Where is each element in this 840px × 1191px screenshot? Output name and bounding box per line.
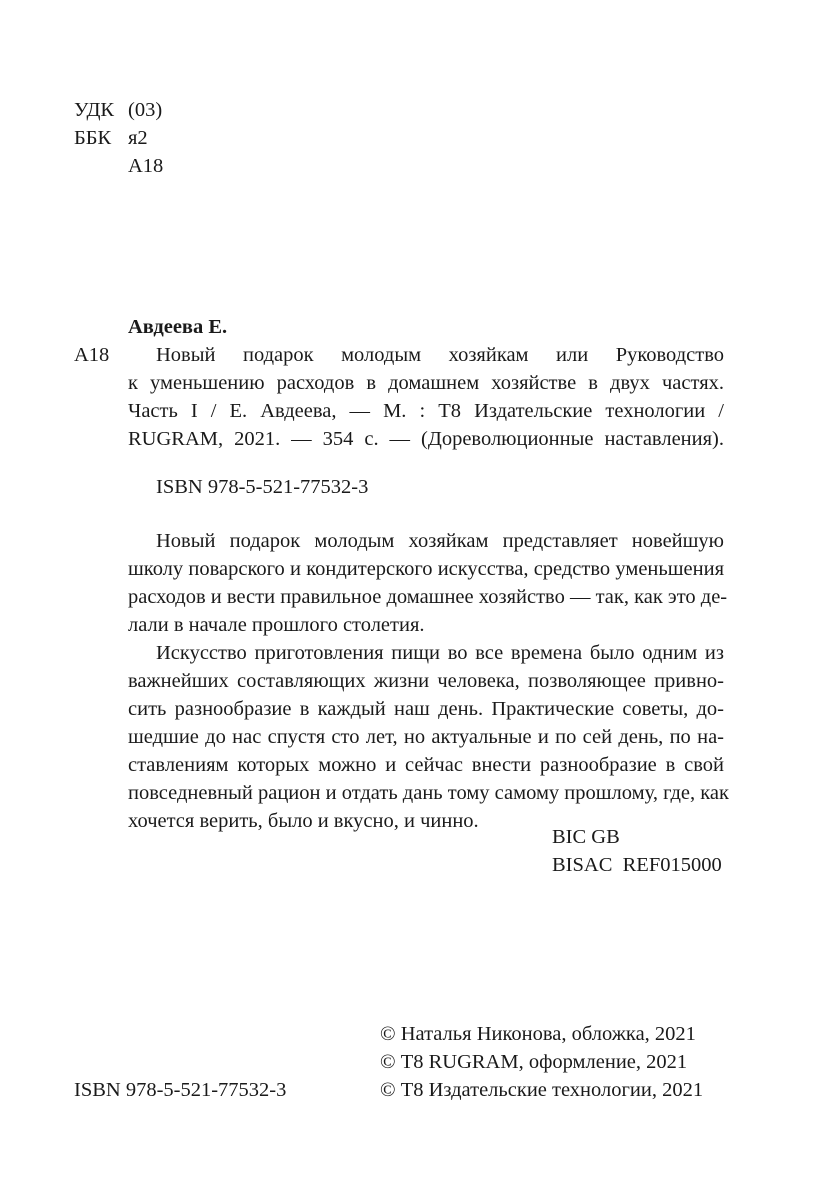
bbk-label: ББК — [74, 127, 112, 149]
classification-block — [74, 96, 163, 180]
copyright-line: © Наталья Никонова, обложка, 2021 — [380, 1023, 696, 1045]
bisac-code: BISAC REF015000 — [552, 854, 722, 876]
subject-codes — [552, 823, 722, 879]
catalog-description — [128, 341, 724, 453]
author-mark: А18 — [128, 155, 164, 177]
catalog-line: Новый подарок молодым хозяйкам или Руководство — [156, 344, 724, 366]
catalog-mark: А18 — [74, 344, 110, 366]
annotation-line: шедшие до нас спустя сто лет, но актуальные и по сей день, по на- — [128, 726, 724, 748]
annotation-line: школу поварского и кондитерского искусства, средство уменьшения — [128, 558, 724, 580]
annotation-line: хочется верить, было и вкусно, и чинно. — [128, 810, 479, 832]
udk-label: УДК — [74, 99, 115, 121]
annotation-paragraph — [128, 527, 728, 639]
copyright-block — [380, 1020, 703, 1104]
footer-isbn: ISBN 978-5-521-77532-3 — [74, 1079, 287, 1101]
annotation-line: лали в начале прошлого столетия. — [128, 614, 425, 636]
annotation-line: Искусство приготовления пищи во все времена было одним из — [156, 642, 724, 664]
annotation-line: повседневный рацион и отдать дань тому самому прошлому, где, как — [128, 782, 729, 804]
udk-value: (03) — [128, 99, 163, 121]
copyright-line: © Т8 Издательские технологии, 2021 — [380, 1079, 704, 1101]
bbk-value: я2 — [128, 127, 148, 149]
catalog-line: Часть I / Е. Авдеева, — М. : Т8 Издательские технологии / — [128, 400, 724, 422]
annotation-paragraph — [128, 639, 729, 835]
copyright-line: © Т8 RUGRAM, оформление, 2021 — [380, 1051, 688, 1073]
catalog-entry — [74, 341, 724, 453]
bic-code: BIC GB — [552, 826, 620, 848]
annotation-line: Новый подарок молодым хозяйкам представляет новейшую — [156, 530, 724, 552]
annotation-line: важнейших составляющих жизни человека, позволяющее привно- — [128, 670, 724, 692]
catalog-line: RUGRAM, 2021. — 354 с. — (Дореволюционные наставления). — [128, 428, 724, 450]
catalog-line: к уменьшению расходов в домашнем хозяйстве в двух частях. — [128, 372, 724, 394]
catalog-author: Авдеева Е. — [128, 316, 228, 338]
annotation-line: расходов и вести правильное домашнее хозяйство — так, как это де- — [128, 586, 728, 608]
udk-row — [74, 96, 163, 124]
annotation-line: сить разнообразие в каждый наш день. Практические советы, до- — [128, 698, 724, 720]
annotation — [128, 527, 729, 835]
catalog-isbn: ISBN 978-5-521-77532-3 — [156, 476, 369, 498]
bbk-row — [74, 124, 163, 152]
annotation-line: ставлениям которых можно и сейчас внести разнообразие в свой — [128, 754, 724, 776]
